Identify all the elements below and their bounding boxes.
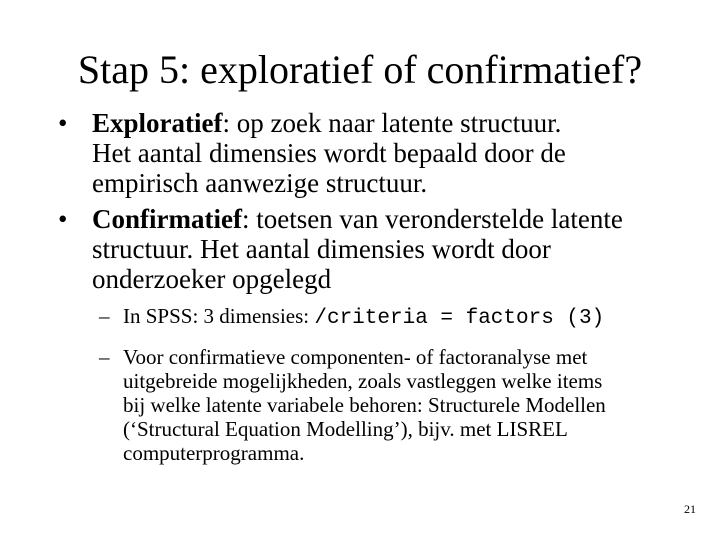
bullet-marker: • xyxy=(58,108,68,138)
page-number: 21 xyxy=(684,502,696,516)
sub-bullet-line: bij welke latente variabele behoren: Structurele Modellen xyxy=(123,393,606,417)
bullet-line: onderzoeker opgelegd xyxy=(92,264,332,294)
bullet-line: empirisch aanwezige structuur. xyxy=(92,168,428,198)
sub-bullet-line: uitgebreide mogelijkheden, zoals vastleggen welke items xyxy=(123,369,603,393)
sub-bullet-marker: – xyxy=(99,345,110,369)
spss-syntax: /criteria = factors (3) xyxy=(314,307,605,330)
bullet-text: : op zoek naar latente structuur. xyxy=(222,108,562,138)
slide-title: Stap 5: exploratief of confirmatief? xyxy=(77,47,643,92)
sub-bullet-marker: – xyxy=(99,304,110,328)
bullet-term: Exploratief xyxy=(92,108,223,138)
bullet-confirmatief xyxy=(0,204,720,294)
bullet-list xyxy=(0,108,720,465)
bullet-text: : toetsen van veronderstelde latente xyxy=(241,204,623,234)
sub-bullet-line xyxy=(123,304,720,331)
sub-bullet-text: In SPSS: 3 dimensies: xyxy=(123,304,315,328)
bullet-line xyxy=(92,204,720,234)
sub-bullet-line: computerprogramma. xyxy=(123,441,305,465)
bullet-line xyxy=(92,108,720,138)
sub-bullet-line: (‘Structural Equation Modelling’), bijv. met LISREL xyxy=(123,417,568,441)
sub-bullet-spss xyxy=(0,304,720,331)
bullet-line: structuur. Het aantal dimensies wordt door xyxy=(92,234,551,264)
sub-bullet-lisrel xyxy=(0,345,720,465)
sub-bullet-line: Voor confirmatieve componenten- of factoranalyse met xyxy=(123,345,588,369)
bullet-line: Het aantal dimensies wordt bepaald door de xyxy=(92,138,566,168)
bullet-exploratief xyxy=(0,108,720,198)
bullet-term: Confirmatief xyxy=(92,204,242,234)
bullet-marker: • xyxy=(58,204,68,234)
